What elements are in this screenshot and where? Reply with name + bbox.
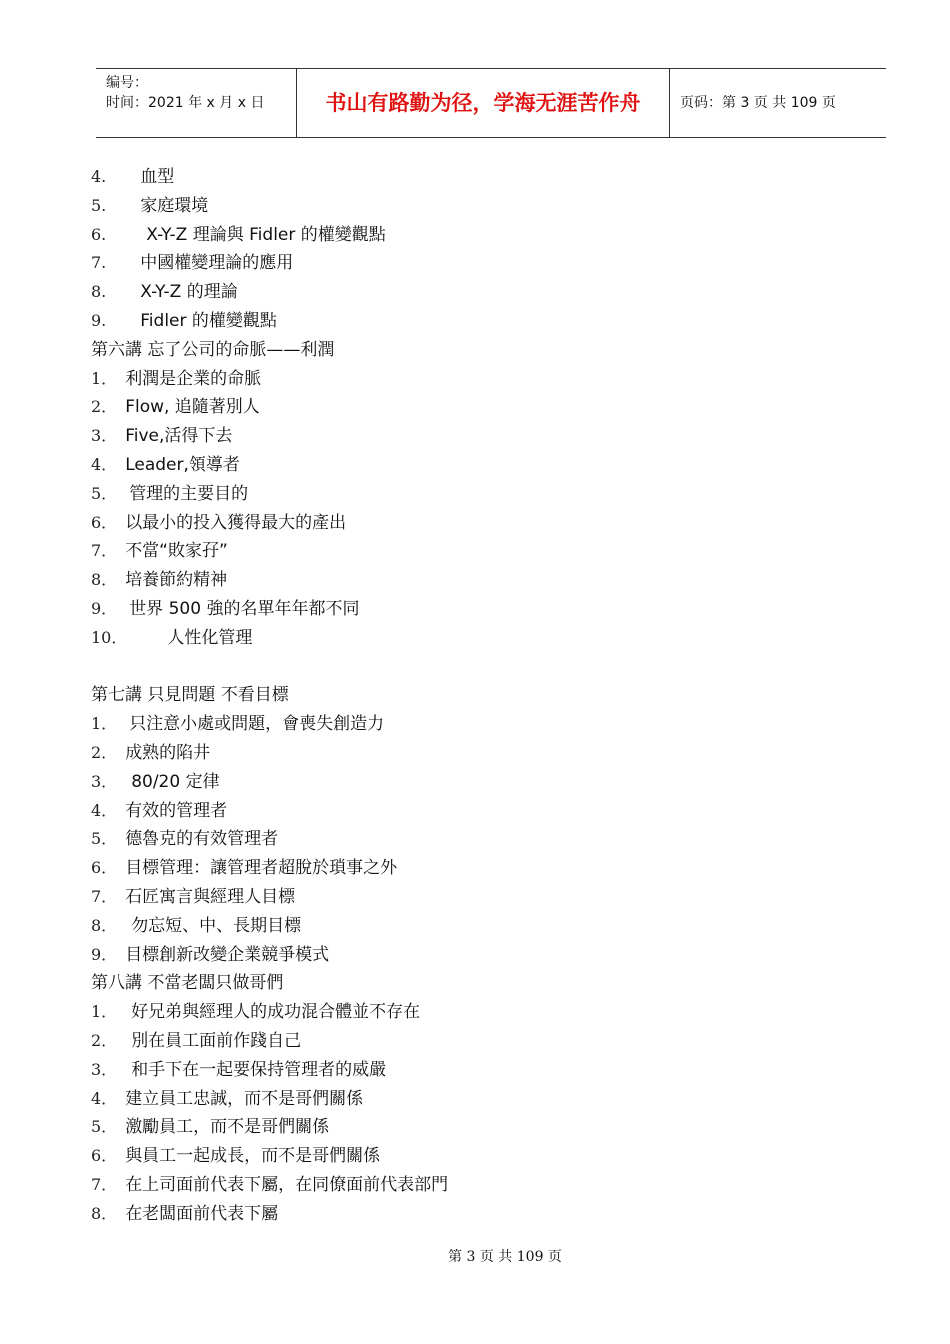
list-item [91, 595, 871, 624]
list-item-text: 激勵員工，而不是哥們關係 [125, 1117, 330, 1138]
list-item-text: Leader,領導者 [125, 454, 240, 475]
list-item-text: 別在員工面前作踐自己 [131, 1030, 302, 1051]
list-item-number: 7． [91, 541, 118, 561]
list-item-text: Five,活得下去 [125, 426, 233, 447]
list-item-number: 5. [91, 195, 107, 215]
page-footer: 第 3 页 共 109 页 [448, 1249, 562, 1265]
document-header [96, 68, 886, 138]
list-item-text: 目標管理：讓管理者超脫於瑣事之外 [125, 858, 398, 879]
list-item [91, 163, 871, 192]
list-item [91, 710, 871, 739]
list-item-text: 不當“敗家孖” [125, 541, 228, 562]
list-item-text: 德魯克的有效管理者 [125, 829, 279, 850]
list-item-text: 人性化管理 [167, 627, 253, 648]
list-item-text: Fidler 的權變觀點 [140, 310, 277, 331]
list-item [91, 1142, 871, 1171]
list-item [91, 365, 871, 394]
list-item [91, 566, 871, 595]
list-item [91, 1200, 871, 1229]
list-item [91, 1027, 871, 1056]
header-time-label: 时间：2021 年 x 月 x 日 [106, 95, 265, 111]
list-item [91, 797, 871, 826]
list-item-number: 8． [91, 915, 118, 935]
list-item-text: 以最小的投入獲得最大的產出 [125, 512, 347, 533]
list-item-number: 9． [91, 598, 118, 618]
list-item-text: 中國權變理論的應用 [140, 253, 294, 274]
list-item-number: 5． [91, 1117, 118, 1137]
list-item-text: 80/20 定律 [131, 771, 220, 792]
list-item [91, 307, 871, 336]
list-item [91, 537, 871, 566]
list-item [91, 883, 871, 912]
list-item [91, 278, 871, 307]
list-item-number: 4． [91, 800, 118, 820]
list-item-text: 有效的管理者 [125, 800, 228, 821]
list-item-text: 管理的主要目的 [129, 483, 249, 504]
list-item-number: 7． [91, 886, 118, 906]
list-item-number: 6. [91, 224, 107, 244]
list-item [91, 1085, 871, 1114]
list-item [91, 221, 871, 250]
header-motto: 书山有路勤为径，学海无涯苦作舟 [297, 69, 670, 137]
list-item-number: 7． [91, 1174, 118, 1194]
list-item-text: 家庭環境 [140, 195, 209, 216]
list-item-number: 7. [91, 253, 107, 273]
list-item-number: 2． [91, 742, 118, 762]
list-item-text: 成熟的陷井 [125, 742, 211, 763]
heading-text: 第八講 不當老闆只做哥們 [91, 973, 284, 994]
list-item [91, 393, 871, 422]
list-item-text: 只注意小處或問題，會喪失創造力 [129, 714, 385, 735]
list-item-number: 2． [91, 1030, 118, 1050]
list-item-number: 6． [91, 512, 118, 532]
header-number-label: 编号： [106, 75, 148, 91]
list-item-number: 3． [91, 1059, 118, 1079]
list-item [91, 480, 871, 509]
list-item [91, 1056, 871, 1085]
list-item-number: 9． [91, 944, 118, 964]
header-page-label: 页码：第 3 页 共 109 页 [680, 95, 836, 111]
list-item [91, 739, 871, 768]
list-item-text: Flow, 追隨著別人 [125, 397, 260, 418]
section-heading [91, 336, 871, 365]
blank-line [91, 653, 871, 682]
list-item-number: 5． [91, 829, 118, 849]
list-item-number: 3． [91, 771, 118, 791]
list-item [91, 768, 871, 797]
list-item-number: 6． [91, 858, 118, 878]
list-item [91, 912, 871, 941]
list-item-number: 1． [91, 714, 118, 734]
list-item-number: 2． [91, 397, 118, 417]
list-item-text: 和手下在一起要保持管理者的威嚴 [131, 1059, 387, 1080]
list-item [91, 451, 871, 480]
list-item-text: 血型 [140, 167, 175, 187]
list-item-text: X-Y-Z 理論與 Fidler 的權變觀點 [146, 224, 386, 245]
heading-text: 第六講 忘了公司的命脈——利潤 [91, 339, 335, 360]
list-item [91, 998, 871, 1027]
list-item-number: 8． [91, 1203, 118, 1223]
list-item-text: X-Y-Z 的理論 [140, 282, 238, 303]
list-item-number: 8． [91, 570, 118, 590]
list-item [91, 1113, 871, 1142]
list-item-number: 5． [91, 483, 118, 503]
list-item-number: 3． [91, 426, 118, 446]
list-item [91, 509, 871, 538]
section-heading [91, 681, 871, 710]
list-item-number: 4． [91, 454, 118, 474]
list-item-number: 10． [91, 627, 128, 647]
list-item-text: 利潤是企業的命脈 [125, 368, 262, 389]
list-item-text: 培養節約精神 [125, 570, 228, 591]
list-item-text: 世界 500 強的名單年年都不同 [129, 598, 360, 619]
document-body [91, 163, 871, 1228]
list-item-number: 8. [91, 282, 107, 302]
section-heading [91, 969, 871, 998]
list-item [91, 1171, 871, 1200]
list-item [91, 624, 871, 653]
list-item [91, 941, 871, 970]
list-item-text: 建立員工忠誠，而不是哥們關係 [125, 1088, 364, 1109]
list-item-number: 1． [91, 368, 118, 388]
list-item-number: 1． [91, 1002, 118, 1022]
list-item-text: 目標創新改變企業競爭模式 [125, 944, 330, 965]
list-item-text: 勿忘短、中、長期目標 [131, 915, 302, 936]
list-item-text: 與員工一起成長，而不是哥們關係 [125, 1146, 381, 1167]
list-item-text: 石匠寓言與經理人目標 [125, 886, 296, 907]
header-meta-cell [96, 69, 297, 137]
list-item-text: 在老闆面前代表下屬 [125, 1203, 279, 1224]
list-item [91, 192, 871, 221]
list-item-number: 4． [91, 1088, 118, 1108]
list-item-number: 6． [91, 1146, 118, 1166]
list-item [91, 249, 871, 278]
list-item-number: 4. [91, 167, 107, 186]
list-item [91, 854, 871, 883]
list-item-text: 好兄弟與經理人的成功混合體並不存在 [131, 1002, 421, 1023]
list-item-number: 9. [91, 310, 107, 330]
list-item [91, 825, 871, 854]
heading-text: 第七講 只見問題 不看目標 [91, 685, 289, 706]
list-item-text: 在上司面前代表下屬，在同僚面前代表部門 [125, 1174, 449, 1195]
list-item [91, 422, 871, 451]
